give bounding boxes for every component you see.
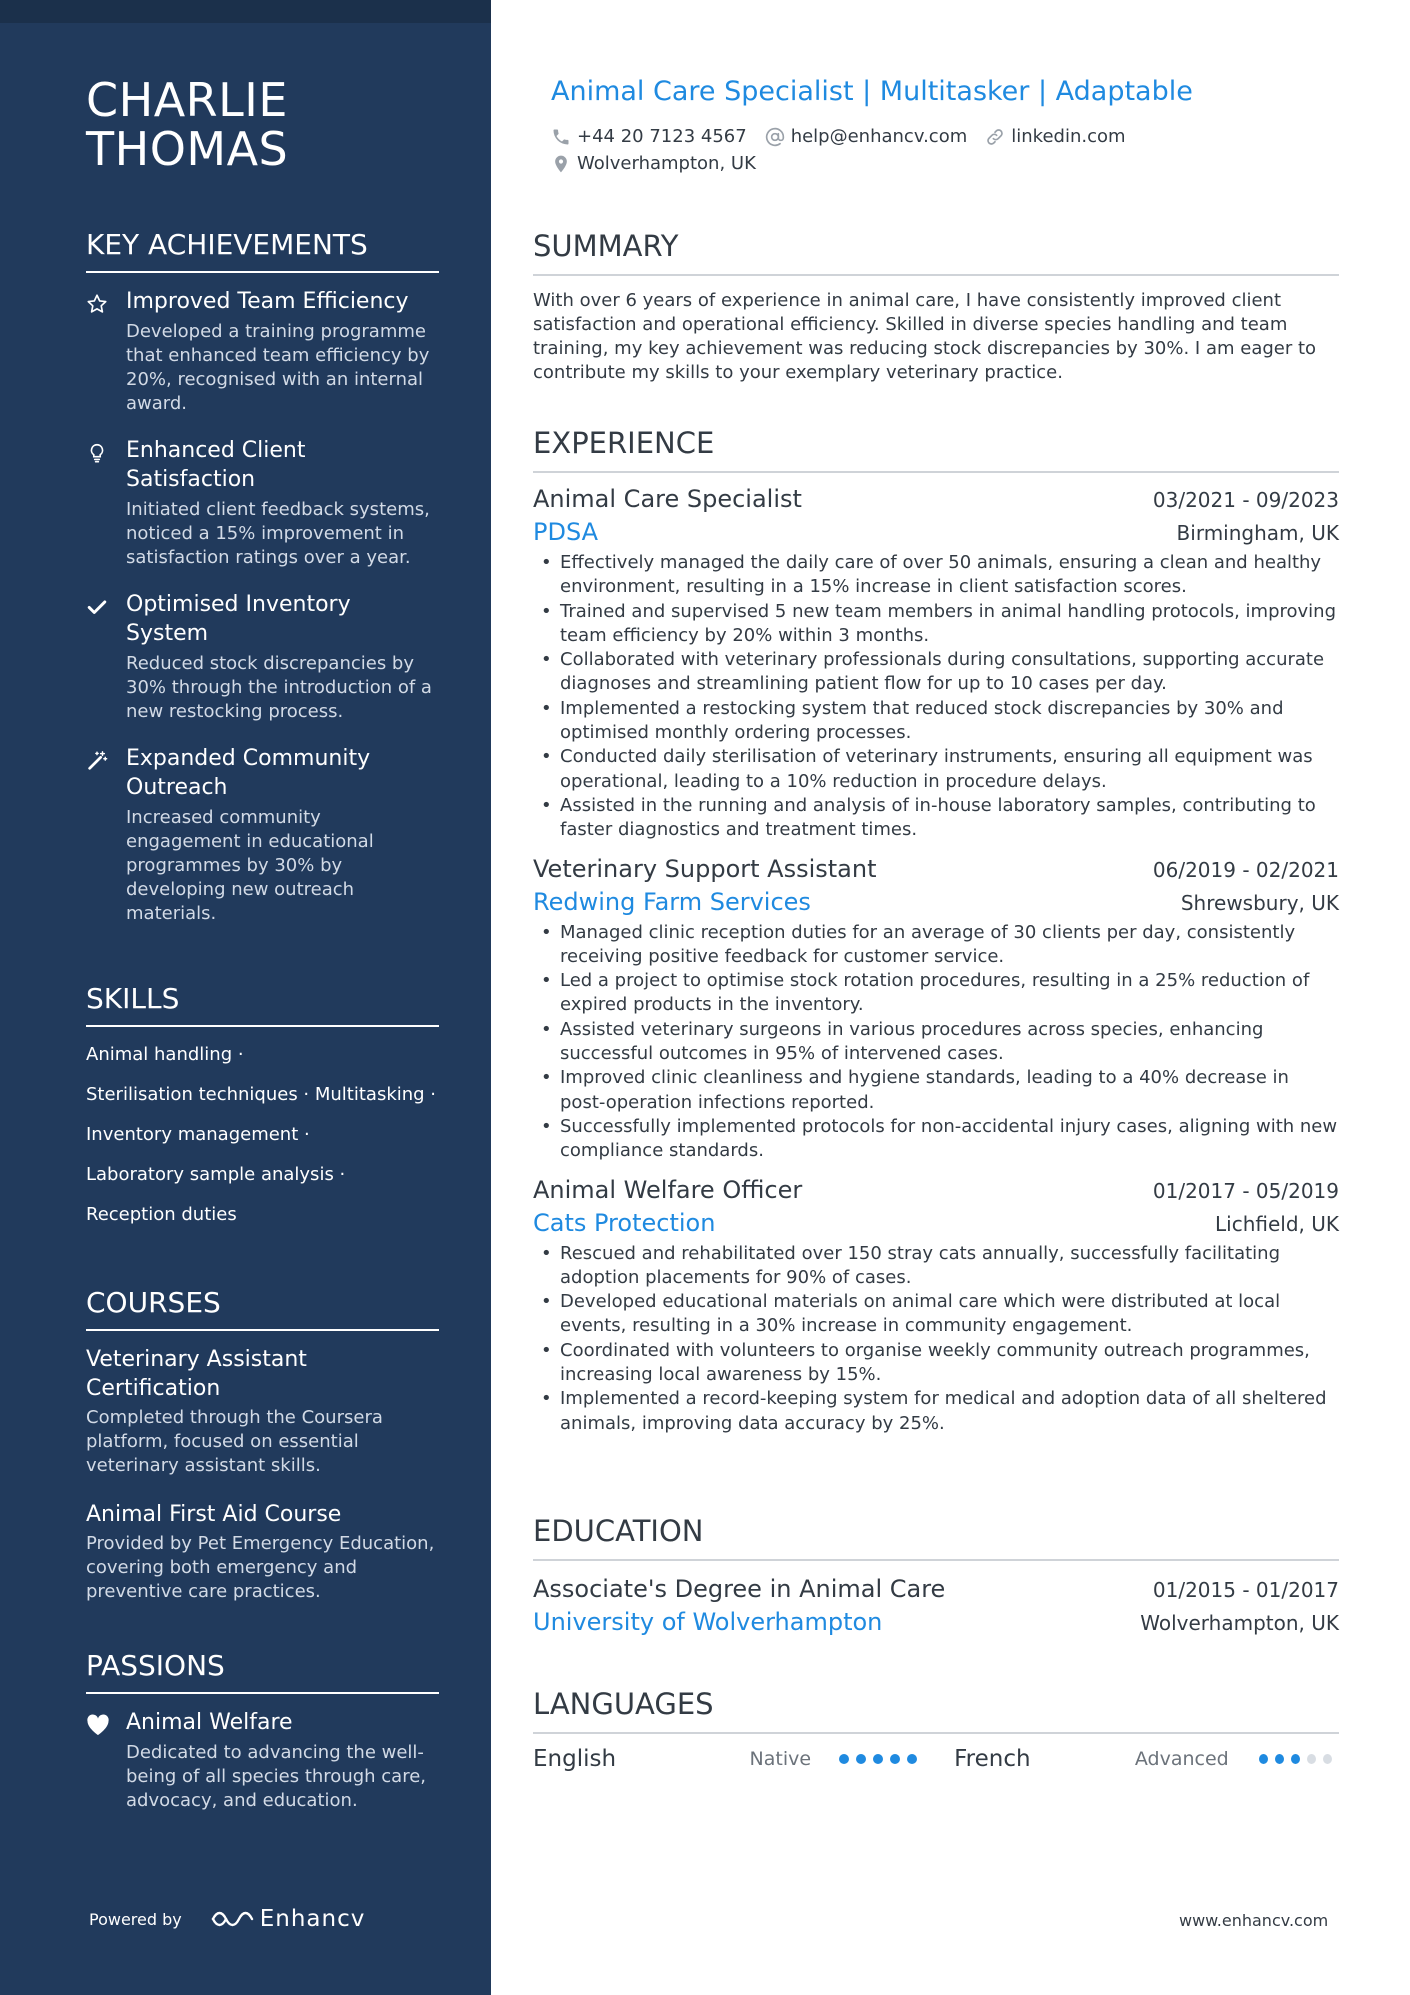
language-rating	[1259, 1754, 1339, 1764]
education-entry	[533, 1573, 1339, 1639]
job-location: Shrewsbury, UK	[1180, 890, 1339, 915]
powered-by	[89, 1906, 365, 1932]
phone-contact[interactable]	[551, 126, 747, 147]
achievement-item	[86, 744, 439, 926]
lightbulb-icon	[86, 436, 126, 570]
skill-line: Reception duties	[86, 1204, 237, 1225]
rating-dot-filled	[839, 1754, 849, 1764]
rating-dot-empty	[1323, 1754, 1332, 1764]
job-entry	[533, 853, 1339, 1164]
job-bullet: • Conducted daily sterilisation of veterinary instruments, ensuring all equipment was operational, leading to a 10% reduction in procedure delays.	[533, 745, 1339, 794]
language-name: French	[954, 1746, 1031, 1772]
language-level: Advanced	[1134, 1748, 1229, 1770]
achievement-item	[86, 436, 439, 570]
courses-heading: COURSES	[86, 1286, 439, 1331]
at-icon	[765, 127, 785, 147]
passion-title: Animal Welfare	[126, 1710, 293, 1735]
school-name[interactable]: University of Wolverhampton	[533, 1608, 883, 1636]
job-bullet: • Effectively managed the daily care of over 50 animals, ensuring a clean and healthy environment, resulting in a 15% increase in client satisfaction scores.	[533, 551, 1339, 600]
experience-heading: EXPERIENCE	[533, 426, 1339, 473]
checkmark-icon	[86, 590, 126, 724]
headline-tagline: Animal Care Specialist | Multitasker | Adaptable	[551, 76, 1193, 107]
experience-section	[533, 426, 1339, 1436]
sidebar-top-bar	[0, 0, 491, 23]
achievement-desc: Reduced stock discrepancies by 30% through the introduction of a new restocking process.	[126, 653, 432, 722]
course-desc: Completed through the Coursera platform, focused on essential veterinary assistant skills.	[86, 1407, 383, 1476]
phone-text: +44 20 7123 4567	[577, 126, 747, 147]
skills-section	[86, 982, 439, 1243]
contact-row	[551, 126, 1144, 147]
job-dates: 03/2021 - 09/2023	[1152, 488, 1339, 512]
job-dates: 06/2019 - 02/2021	[1152, 857, 1339, 882]
achievement-title: Enhanced Client Satisfaction	[126, 438, 306, 492]
achievement-title: Expanded Community Outreach	[126, 746, 371, 800]
job-bullet: • Coordinated with volunteers to organise weekly community outreach programmes, increasing local awareness by 15%.	[533, 1339, 1339, 1388]
achievement-desc: Developed a training programme that enhanced team efficiency by 20%, recognised with an internal award.	[126, 321, 430, 414]
achievement-item	[86, 287, 439, 416]
courses-section	[86, 1286, 439, 1626]
link-icon	[985, 127, 1005, 147]
footer-url[interactable]: www.enhancv.com	[1179, 1911, 1329, 1930]
job-bullet: • Managed clinic reception duties for an average of 30 clients per day, consistently receiving positive feedback for customer service.	[533, 921, 1339, 970]
enhancv-logo[interactable]	[210, 1906, 366, 1932]
course-desc: Provided by Pet Emergency Education, covering both emergency and preventive care practices.	[86, 1533, 435, 1602]
job-bullet: • Rescued and rehabilitated over 150 stray cats annually, successfully facilitating adoption placements for 90% of cases.	[533, 1242, 1339, 1291]
phone-icon	[551, 127, 571, 147]
location-pin-icon	[551, 154, 571, 174]
languages-row	[533, 1746, 1339, 1772]
job-bullet: • Assisted veterinary surgeons in various procedures across species, enhancing successful outcomes in 95% of intervened cases.	[533, 1018, 1339, 1067]
course-title: Animal First Aid Course	[86, 1502, 342, 1527]
job-bullet: • Successfully implemented protocols for non-accidental injury cases, aligning with new compliance standards.	[533, 1115, 1339, 1164]
location-row	[551, 153, 774, 174]
job-bullet: • Trained and supervised 5 new team members in animal handling protocols, improving team efficiency by 20% within 3 months.	[533, 600, 1339, 649]
education-heading: EDUCATION	[533, 1514, 1339, 1561]
job-company[interactable]: Redwing Farm Services	[533, 887, 811, 916]
job-location: Birmingham, UK	[1176, 521, 1339, 545]
job-bullet: • Collaborated with veterinary professionals during consultations, supporting accurate diagnoses and streamlining patient flow for up to 10 cases per day.	[533, 648, 1339, 697]
linkedin-contact[interactable]	[985, 126, 1125, 147]
rating-dot-filled	[856, 1754, 866, 1764]
enhancv-logo-icon	[210, 1907, 254, 1931]
rating-dot-filled	[1291, 1754, 1300, 1764]
passions-heading: PASSIONS	[86, 1649, 439, 1694]
job-bullets	[533, 921, 1339, 1164]
passion-desc: Dedicated to advancing the well-being of all species through care, advocacy, and education.	[126, 1742, 427, 1811]
brand-name: Enhancv	[259, 1906, 366, 1932]
job-bullet: • Led a project to optimise stock rotation procedures, resulting in a 25% reduction of expired products in the inventory.	[533, 969, 1339, 1018]
location-text: Wolverhampton, UK	[577, 153, 756, 174]
language-level: Native	[749, 1748, 812, 1770]
education-section	[533, 1514, 1339, 1639]
rating-dot-filled	[1259, 1754, 1268, 1764]
rating-dot-filled	[1275, 1754, 1284, 1764]
languages-section	[533, 1687, 1339, 1772]
sidebar	[0, 0, 491, 1995]
job-bullet: • Implemented a record-keeping system for medical and adoption data of all sheltered animals, improving data accuracy by 25%.	[533, 1387, 1339, 1436]
rating-dot-filled	[890, 1754, 900, 1764]
passions-section	[86, 1649, 439, 1833]
achievement-desc: Initiated client feedback systems, noticed a 15% improvement in satisfaction ratings over a year.	[126, 499, 430, 568]
heart-icon	[86, 1708, 126, 1813]
summary-text: With over 6 years of experience in animal care, I have consistently improved client satisfaction and operational efficiency. Skilled in diverse species handling and team training, my key achievement was reducing stock discrepancies by 30%. I am eager to contribute my skills to your exemplary veterinary practice.	[533, 290, 1317, 383]
job-bullet: • Implemented a restocking system that reduced stock discrepancies by 30% and optimised monthly ordering processes.	[533, 697, 1339, 746]
job-bullets	[533, 1242, 1339, 1436]
course-item	[86, 1500, 439, 1604]
location-contact	[551, 153, 756, 174]
linkedin-text: linkedin.com	[1011, 126, 1126, 147]
job-company[interactable]: PDSA	[533, 518, 599, 546]
summary-heading: SUMMARY	[533, 229, 1339, 276]
achievement-title: Optimised Inventory System	[126, 592, 351, 646]
rating-dot-empty	[1307, 1754, 1316, 1764]
job-bullet: • Improved clinic cleanliness and hygiene standards, leading to a 40% decrease in post-operation infections reported.	[533, 1066, 1339, 1115]
achievements-heading: KEY ACHIEVEMENTS	[86, 228, 439, 273]
rating-dot-filled	[907, 1754, 917, 1764]
summary-section	[533, 229, 1339, 385]
language-rating	[839, 1754, 954, 1764]
job-bullet: • Assisted in the running and analysis of in-house laboratory samples, contributing to faster diagnostics and treatment times.	[533, 794, 1339, 843]
last-name: THOMAS	[86, 122, 289, 176]
job-dates: 01/2017 - 05/2019	[1152, 1178, 1339, 1203]
language-name: English	[533, 1746, 617, 1772]
first-name: CHARLIE	[86, 73, 288, 127]
job-entry	[533, 1174, 1339, 1436]
email-contact[interactable]	[765, 126, 968, 147]
achievement-title: Improved Team Efficiency	[126, 289, 409, 314]
skill-line: Inventory management ·	[86, 1124, 310, 1145]
powered-by-label: Powered by	[89, 1909, 182, 1929]
course-item	[86, 1345, 439, 1478]
achievement-item	[86, 590, 439, 724]
school-location: Wolverhampton, UK	[1140, 1611, 1339, 1635]
rating-dot-filled	[873, 1754, 883, 1764]
job-entry	[533, 483, 1339, 843]
skill-line: Animal handling ·	[86, 1044, 244, 1065]
skills-heading: SKILLS	[86, 982, 439, 1027]
candidate-name	[86, 73, 289, 176]
education-dates: 01/2015 - 01/2017	[1152, 1578, 1339, 1602]
job-title: Animal Care Specialist	[533, 485, 802, 513]
job-company[interactable]: Cats Protection	[533, 1208, 716, 1237]
job-bullet: • Developed educational materials on animal care which were distributed at local events, resulting in a 30% increase in community engagement.	[533, 1290, 1339, 1339]
course-title: Veterinary Assistant Certification	[86, 1347, 307, 1401]
skill-line: Sterilisation techniques · Multitasking ·	[86, 1084, 437, 1105]
email-text: help@enhancv.com	[790, 126, 968, 147]
achievements-section	[86, 228, 439, 946]
passion-item	[86, 1708, 439, 1813]
job-location: Lichfield, UK	[1215, 1211, 1339, 1236]
job-bullets	[533, 551, 1339, 843]
job-title: Veterinary Support Assistant	[533, 854, 877, 883]
job-title: Animal Welfare Officer	[533, 1175, 803, 1204]
magic-wand-icon	[86, 744, 126, 926]
degree-title: Associate's Degree in Animal Care	[533, 1575, 946, 1603]
achievement-desc: Increased community engagement in educational programmes by 30% by developing new outreach materials.	[126, 807, 374, 924]
skill-line: Laboratory sample analysis ·	[86, 1164, 346, 1185]
languages-heading: LANGUAGES	[533, 1687, 1339, 1734]
star-icon	[86, 287, 126, 416]
